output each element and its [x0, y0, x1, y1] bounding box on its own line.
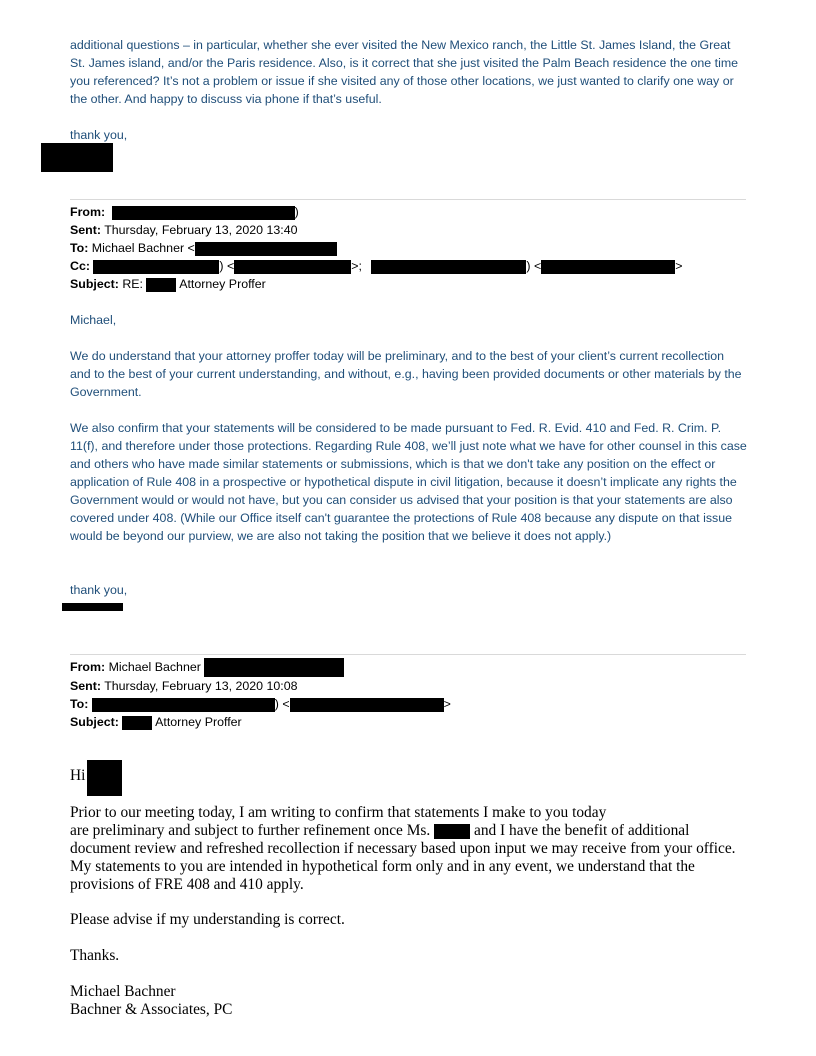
to-end: > [443, 697, 451, 712]
redaction-block [87, 760, 122, 796]
redaction-block [146, 278, 176, 292]
body-text: and I have the benefit of additional [473, 822, 690, 839]
cc-end: > [675, 259, 683, 273]
signoff-text: thank you, [70, 128, 128, 142]
subject-value: Attorney Proffer [179, 277, 266, 291]
from-label: From: [70, 660, 106, 674]
sent-value: Thursday, February 13, 2020 10:08 [104, 679, 298, 694]
from-value: Michael Bachner [108, 660, 201, 674]
cc-separator: ) < [219, 259, 235, 273]
to-separator: ) < [274, 697, 290, 712]
divider [70, 199, 746, 200]
sent-value: Thursday, February 13, 2020 13:40 [104, 223, 298, 237]
greeting: Michael, [70, 313, 117, 327]
redaction-block [195, 242, 337, 256]
subject-label: Subject: [70, 715, 119, 730]
subject-prefix: RE: [122, 277, 143, 291]
to-label: To: [70, 697, 89, 712]
redaction-block [93, 260, 219, 274]
sent-label: Sent: [70, 223, 101, 237]
from-label: From: [70, 205, 106, 219]
body-paragraph: We also confirm that your statements will be considered to be made pursuant to Fed. R. Evid. 410 and Fed. R. Crim. P. 11(f), and therefore under those protections. Regarding Rule 408, we’ll just note what we have for other counsel in this case and others who have made similar statements or submissions, which is that we don't take any position on the effect or application of Rule 408 in a prospective or hypothetical dispute in civil litigation, because it doesn’t implicate any rights the Government would or would not have, but you can consider us advised that your position is that your statements are also covered under 408. (While our Office itself can't guarantee the protections of Rule 408 because any dispute on that issue would be beyond our purview, we are also not taking the position that we believe it does not apply.) [70, 421, 747, 543]
to-label: To: [70, 241, 89, 255]
email-header-original [70, 658, 750, 731]
to-line [70, 695, 750, 713]
redaction-block [541, 260, 675, 274]
greeting: Hi [70, 767, 86, 784]
redaction-block [41, 143, 113, 172]
body-text: document review and refreshed recollection if necessary based upon input we may receive from your office. My statements to you are intended in hypothetical form only and in any event, we understand that the provisions of FRE 408 and 410 apply. [70, 840, 736, 893]
cc-line [70, 257, 750, 275]
cc-label: Cc: [70, 259, 90, 273]
signature-firm: Bachner & Associates, PC [70, 1001, 233, 1018]
sent-line [70, 677, 750, 695]
body-paragraph: We do understand that your attorney proffer today will be preliminary, and to the best of your client’s current recollection and to the best of your current understanding, and without, e.g., having been provided documents or other materials by the Government. [70, 349, 742, 399]
thanks-text: Thanks. [70, 947, 120, 964]
redaction-block [92, 698, 275, 712]
subject-value: Attorney Proffer [155, 715, 242, 730]
to-line [70, 239, 750, 257]
body-line [70, 822, 760, 840]
redaction-block [112, 206, 295, 220]
divider [70, 654, 746, 655]
redaction-block [234, 260, 351, 274]
body-text: are preliminary and subject to further refinement once Ms. [70, 822, 431, 839]
email-header-reply [70, 203, 750, 293]
signoff-text: thank you, [70, 583, 128, 597]
redaction-block [290, 698, 444, 712]
from-suffix: ) [294, 205, 299, 219]
subject-line [70, 275, 750, 293]
body-line: Prior to our meeting today, I am writing to confirm that statements I make to you today [70, 804, 607, 821]
sent-line [70, 221, 750, 239]
cc-separator: >; [351, 259, 362, 273]
body-paragraph [70, 804, 760, 894]
subject-label: Subject: [70, 277, 119, 291]
sent-label: Sent: [70, 679, 101, 694]
redaction-block [62, 603, 123, 611]
redaction-block [371, 260, 526, 274]
continuation-paragraph: additional questions – in particular, whether she ever visited the New Mexico ranch, the Little St. James Island, the Great St. James island, and/or the Paris residence. Also, is it correct that she just visited the Palm Beach residence the one time you referenced? It’s not a problem or issue if she visited any of those other locations, we just wanted to clarify one way or the other. And happy to discuss via phone if that’s useful. [70, 38, 739, 106]
cc-separator: ) < [526, 259, 542, 273]
to-value: Michael Bachner < [91, 241, 195, 255]
signature-name: Michael Bachner [70, 983, 176, 1000]
from-line [70, 203, 750, 221]
redaction-block [204, 658, 344, 677]
from-line [70, 658, 750, 677]
redaction-block [122, 716, 152, 730]
subject-line [70, 713, 750, 731]
redaction-block [434, 824, 470, 839]
closing-question: Please advise if my understanding is correct. [70, 911, 345, 928]
